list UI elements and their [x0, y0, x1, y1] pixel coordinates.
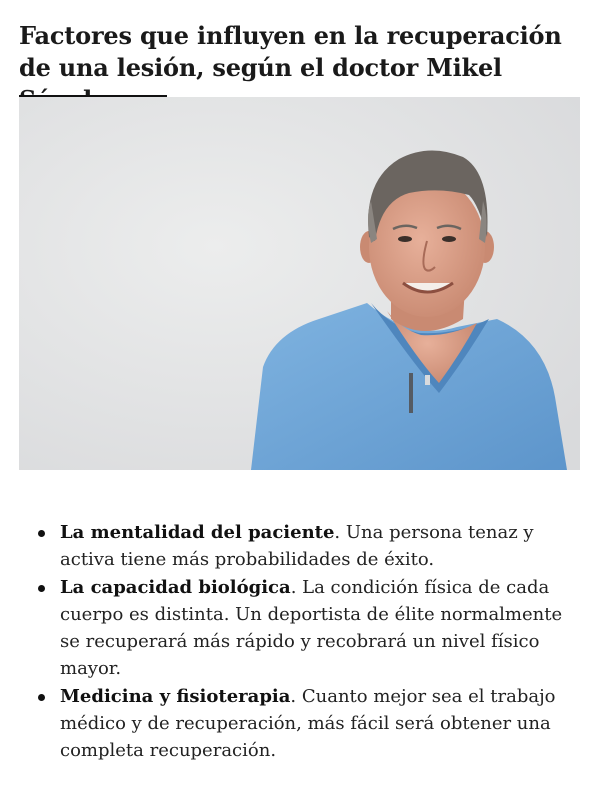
bullet-icon [38, 585, 45, 592]
doctor-portrait-illustration [19, 97, 580, 470]
factor-term: La mentalidad del paciente [60, 522, 335, 543]
list-item [19, 574, 579, 682]
recovery-factors-list [19, 519, 579, 765]
bullet-icon [38, 694, 45, 701]
bullet-icon [38, 530, 45, 537]
factor-term: La capacidad biológica [60, 577, 291, 598]
factor-term: Medicina y fisioterapia [60, 686, 291, 707]
factor-text: . Una persona tenaz y activa tiene más probabilidades de éxito. [60, 522, 534, 570]
list-item [19, 683, 579, 764]
doctor-photo [19, 97, 580, 470]
factor-text: . Cuanto mejor sea el trabajo médico y de recuperación, más fácil será obtener una completa recuperación. [60, 686, 556, 761]
article-headline: Factores que influyen en la recuperación de una lesión, según el doctor Mikel [19, 21, 562, 82]
factor-text: . La condición física de cada cuerpo es distinta. Un deportista de élite normalmente se recuperará más rápido y recobrará un nivel físico mayor. [60, 577, 563, 679]
list-item [19, 519, 579, 573]
